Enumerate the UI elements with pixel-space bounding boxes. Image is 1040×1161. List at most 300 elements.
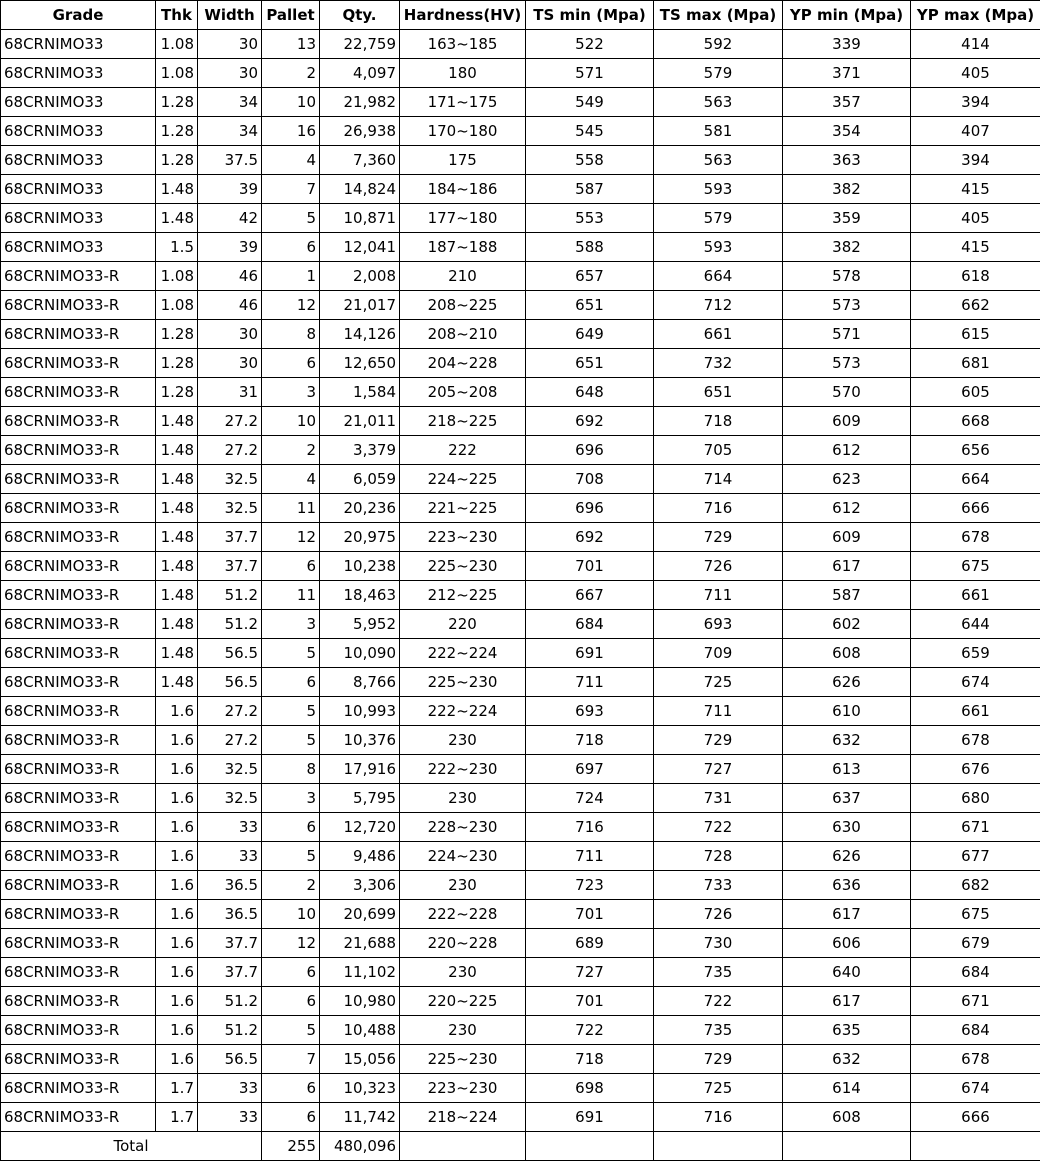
cell-qty: 2,008 bbox=[320, 262, 400, 291]
cell-hardness: 208~210 bbox=[400, 320, 526, 349]
cell-pallet: 16 bbox=[262, 117, 320, 146]
cell-thk: 1.08 bbox=[156, 30, 198, 59]
table-row bbox=[1, 929, 1040, 958]
cell-grade: 68CRNIMO33-R bbox=[1, 1103, 156, 1132]
cell-pallet: 5 bbox=[262, 726, 320, 755]
cell-ts-max: 733 bbox=[654, 871, 783, 900]
total-empty-cell bbox=[400, 1132, 526, 1161]
cell-thk: 1.48 bbox=[156, 465, 198, 494]
cell-ts-max: 735 bbox=[654, 1016, 783, 1045]
header-ts-max: TS max (Mpa) bbox=[654, 1, 783, 30]
header-qty: Qty. bbox=[320, 1, 400, 30]
cell-thk: 1.28 bbox=[156, 146, 198, 175]
cell-yp-min: 609 bbox=[783, 407, 911, 436]
cell-thk: 1.08 bbox=[156, 291, 198, 320]
cell-yp-max: 679 bbox=[911, 929, 1040, 958]
cell-hardness: 205~208 bbox=[400, 378, 526, 407]
cell-ts-min: 693 bbox=[526, 697, 654, 726]
cell-grade: 68CRNIMO33-R bbox=[1, 726, 156, 755]
cell-width: 30 bbox=[198, 59, 262, 88]
cell-width: 51.2 bbox=[198, 987, 262, 1016]
cell-ts-max: 711 bbox=[654, 581, 783, 610]
cell-ts-min: 667 bbox=[526, 581, 654, 610]
cell-pallet: 4 bbox=[262, 465, 320, 494]
cell-yp-min: 382 bbox=[783, 175, 911, 204]
cell-qty: 14,126 bbox=[320, 320, 400, 349]
cell-yp-min: 609 bbox=[783, 523, 911, 552]
cell-yp-max: 656 bbox=[911, 436, 1040, 465]
cell-pallet: 2 bbox=[262, 436, 320, 465]
cell-ts-min: 711 bbox=[526, 668, 654, 697]
cell-yp-max: 677 bbox=[911, 842, 1040, 871]
cell-ts-min: 558 bbox=[526, 146, 654, 175]
cell-yp-min: 578 bbox=[783, 262, 911, 291]
cell-ts-min: 588 bbox=[526, 233, 654, 262]
cell-ts-min: 716 bbox=[526, 813, 654, 842]
cell-grade: 68CRNIMO33-R bbox=[1, 958, 156, 987]
header-ts-min: TS min (Mpa) bbox=[526, 1, 654, 30]
cell-ts-min: 692 bbox=[526, 407, 654, 436]
table-row bbox=[1, 668, 1040, 697]
table-row bbox=[1, 842, 1040, 871]
cell-hardness: 230 bbox=[400, 1016, 526, 1045]
cell-yp-max: 671 bbox=[911, 813, 1040, 842]
cell-pallet: 5 bbox=[262, 204, 320, 233]
cell-yp-max: 681 bbox=[911, 349, 1040, 378]
cell-yp-min: 617 bbox=[783, 987, 911, 1016]
cell-hardness: 175 bbox=[400, 146, 526, 175]
cell-yp-min: 626 bbox=[783, 668, 911, 697]
cell-yp-min: 339 bbox=[783, 30, 911, 59]
cell-width: 56.5 bbox=[198, 668, 262, 697]
cell-ts-min: 587 bbox=[526, 175, 654, 204]
cell-width: 27.2 bbox=[198, 407, 262, 436]
cell-yp-min: 573 bbox=[783, 291, 911, 320]
cell-ts-min: 696 bbox=[526, 494, 654, 523]
cell-yp-min: 614 bbox=[783, 1074, 911, 1103]
table-row bbox=[1, 465, 1040, 494]
table-row bbox=[1, 871, 1040, 900]
cell-pallet: 6 bbox=[262, 349, 320, 378]
total-empty-cell bbox=[654, 1132, 783, 1161]
total-label: Total bbox=[1, 1132, 262, 1161]
cell-grade: 68CRNIMO33-R bbox=[1, 639, 156, 668]
cell-ts-min: 701 bbox=[526, 987, 654, 1016]
cell-yp-max: 674 bbox=[911, 668, 1040, 697]
cell-yp-max: 674 bbox=[911, 1074, 1040, 1103]
cell-grade: 68CRNIMO33 bbox=[1, 30, 156, 59]
cell-hardness: 218~224 bbox=[400, 1103, 526, 1132]
cell-ts-min: 522 bbox=[526, 30, 654, 59]
table-row bbox=[1, 1016, 1040, 1045]
cell-ts-max: 727 bbox=[654, 755, 783, 784]
cell-ts-min: 549 bbox=[526, 88, 654, 117]
cell-grade: 68CRNIMO33 bbox=[1, 59, 156, 88]
cell-grade: 68CRNIMO33 bbox=[1, 88, 156, 117]
cell-yp-max: 675 bbox=[911, 900, 1040, 929]
cell-yp-max: 678 bbox=[911, 523, 1040, 552]
cell-hardness: 225~230 bbox=[400, 668, 526, 697]
total-row bbox=[1, 1132, 1040, 1161]
cell-hardness: 184~186 bbox=[400, 175, 526, 204]
cell-hardness: 222~224 bbox=[400, 697, 526, 726]
cell-yp-min: 354 bbox=[783, 117, 911, 146]
cell-grade: 68CRNIMO33-R bbox=[1, 581, 156, 610]
cell-yp-min: 617 bbox=[783, 552, 911, 581]
cell-pallet: 7 bbox=[262, 1045, 320, 1074]
cell-hardness: 228~230 bbox=[400, 813, 526, 842]
table-row bbox=[1, 552, 1040, 581]
cell-qty: 26,938 bbox=[320, 117, 400, 146]
cell-hardness: 171~175 bbox=[400, 88, 526, 117]
table-row bbox=[1, 30, 1040, 59]
cell-grade: 68CRNIMO33 bbox=[1, 146, 156, 175]
cell-hardness: 225~230 bbox=[400, 1045, 526, 1074]
cell-pallet: 12 bbox=[262, 523, 320, 552]
cell-thk: 1.6 bbox=[156, 726, 198, 755]
cell-ts-max: 732 bbox=[654, 349, 783, 378]
cell-ts-min: 651 bbox=[526, 291, 654, 320]
cell-hardness: 177~180 bbox=[400, 204, 526, 233]
cell-qty: 20,236 bbox=[320, 494, 400, 523]
cell-ts-min: 701 bbox=[526, 900, 654, 929]
cell-yp-max: 675 bbox=[911, 552, 1040, 581]
table-row bbox=[1, 175, 1040, 204]
cell-width: 32.5 bbox=[198, 755, 262, 784]
cell-grade: 68CRNIMO33-R bbox=[1, 842, 156, 871]
cell-ts-min: 689 bbox=[526, 929, 654, 958]
cell-pallet: 1 bbox=[262, 262, 320, 291]
cell-yp-max: 415 bbox=[911, 233, 1040, 262]
cell-ts-max: 725 bbox=[654, 668, 783, 697]
cell-ts-min: 724 bbox=[526, 784, 654, 813]
cell-yp-min: 382 bbox=[783, 233, 911, 262]
cell-qty: 11,742 bbox=[320, 1103, 400, 1132]
cell-ts-max: 709 bbox=[654, 639, 783, 668]
cell-yp-max: 666 bbox=[911, 1103, 1040, 1132]
cell-ts-max: 729 bbox=[654, 1045, 783, 1074]
cell-qty: 11,102 bbox=[320, 958, 400, 987]
cell-width: 34 bbox=[198, 88, 262, 117]
cell-ts-min: 701 bbox=[526, 552, 654, 581]
cell-qty: 3,379 bbox=[320, 436, 400, 465]
cell-yp-max: 678 bbox=[911, 1045, 1040, 1074]
cell-grade: 68CRNIMO33-R bbox=[1, 349, 156, 378]
header-row bbox=[1, 1, 1040, 30]
cell-width: 27.2 bbox=[198, 436, 262, 465]
cell-ts-min: 718 bbox=[526, 726, 654, 755]
cell-width: 31 bbox=[198, 378, 262, 407]
table-row bbox=[1, 813, 1040, 842]
cell-thk: 1.5 bbox=[156, 233, 198, 262]
cell-grade: 68CRNIMO33-R bbox=[1, 494, 156, 523]
cell-yp-min: 606 bbox=[783, 929, 911, 958]
table-row bbox=[1, 900, 1040, 929]
cell-thk: 1.48 bbox=[156, 204, 198, 233]
cell-ts-max: 726 bbox=[654, 900, 783, 929]
cell-grade: 68CRNIMO33-R bbox=[1, 465, 156, 494]
cell-yp-min: 612 bbox=[783, 494, 911, 523]
cell-thk: 1.6 bbox=[156, 813, 198, 842]
cell-width: 37.5 bbox=[198, 146, 262, 175]
header-pallet: Pallet bbox=[262, 1, 320, 30]
cell-ts-max: 579 bbox=[654, 204, 783, 233]
cell-width: 39 bbox=[198, 233, 262, 262]
cell-thk: 1.6 bbox=[156, 871, 198, 900]
cell-grade: 68CRNIMO33-R bbox=[1, 320, 156, 349]
cell-yp-max: 414 bbox=[911, 30, 1040, 59]
cell-hardness: 222~230 bbox=[400, 755, 526, 784]
cell-width: 51.2 bbox=[198, 610, 262, 639]
cell-pallet: 6 bbox=[262, 1103, 320, 1132]
cell-width: 27.2 bbox=[198, 726, 262, 755]
cell-thk: 1.48 bbox=[156, 436, 198, 465]
cell-thk: 1.7 bbox=[156, 1103, 198, 1132]
cell-ts-max: 730 bbox=[654, 929, 783, 958]
table-row bbox=[1, 639, 1040, 668]
cell-yp-max: 684 bbox=[911, 1016, 1040, 1045]
cell-width: 33 bbox=[198, 813, 262, 842]
cell-pallet: 8 bbox=[262, 755, 320, 784]
cell-ts-min: 698 bbox=[526, 1074, 654, 1103]
cell-yp-max: 415 bbox=[911, 175, 1040, 204]
cell-yp-min: 357 bbox=[783, 88, 911, 117]
cell-pallet: 2 bbox=[262, 871, 320, 900]
cell-ts-min: 553 bbox=[526, 204, 654, 233]
cell-width: 34 bbox=[198, 117, 262, 146]
cell-thk: 1.48 bbox=[156, 494, 198, 523]
cell-pallet: 6 bbox=[262, 1074, 320, 1103]
table-row bbox=[1, 581, 1040, 610]
cell-width: 30 bbox=[198, 349, 262, 378]
table-row bbox=[1, 958, 1040, 987]
cell-yp-max: 664 bbox=[911, 465, 1040, 494]
cell-pallet: 6 bbox=[262, 813, 320, 842]
table-row bbox=[1, 1074, 1040, 1103]
cell-qty: 12,041 bbox=[320, 233, 400, 262]
cell-yp-min: 630 bbox=[783, 813, 911, 842]
cell-qty: 21,017 bbox=[320, 291, 400, 320]
cell-qty: 6,059 bbox=[320, 465, 400, 494]
cell-qty: 10,238 bbox=[320, 552, 400, 581]
cell-pallet: 7 bbox=[262, 175, 320, 204]
table-row bbox=[1, 88, 1040, 117]
cell-ts-max: 722 bbox=[654, 987, 783, 1016]
cell-grade: 68CRNIMO33-R bbox=[1, 900, 156, 929]
cell-qty: 9,486 bbox=[320, 842, 400, 871]
cell-pallet: 5 bbox=[262, 842, 320, 871]
cell-grade: 68CRNIMO33 bbox=[1, 175, 156, 204]
cell-hardness: 180 bbox=[400, 59, 526, 88]
cell-hardness: 230 bbox=[400, 871, 526, 900]
table-row bbox=[1, 1103, 1040, 1132]
cell-ts-min: 545 bbox=[526, 117, 654, 146]
table-row bbox=[1, 610, 1040, 639]
cell-ts-max: 651 bbox=[654, 378, 783, 407]
cell-pallet: 6 bbox=[262, 987, 320, 1016]
cell-thk: 1.48 bbox=[156, 581, 198, 610]
cell-yp-min: 573 bbox=[783, 349, 911, 378]
cell-ts-min: 649 bbox=[526, 320, 654, 349]
cell-width: 37.7 bbox=[198, 552, 262, 581]
cell-ts-max: 563 bbox=[654, 146, 783, 175]
cell-thk: 1.6 bbox=[156, 842, 198, 871]
cell-grade: 68CRNIMO33-R bbox=[1, 523, 156, 552]
cell-pallet: 8 bbox=[262, 320, 320, 349]
cell-yp-min: 571 bbox=[783, 320, 911, 349]
cell-yp-max: 394 bbox=[911, 146, 1040, 175]
cell-ts-min: 684 bbox=[526, 610, 654, 639]
cell-hardness: 223~230 bbox=[400, 1074, 526, 1103]
cell-hardness: 222~224 bbox=[400, 639, 526, 668]
cell-qty: 22,759 bbox=[320, 30, 400, 59]
cell-hardness: 220~225 bbox=[400, 987, 526, 1016]
cell-qty: 5,952 bbox=[320, 610, 400, 639]
cell-yp-min: 626 bbox=[783, 842, 911, 871]
cell-ts-max: 714 bbox=[654, 465, 783, 494]
cell-thk: 1.48 bbox=[156, 610, 198, 639]
cell-grade: 68CRNIMO33 bbox=[1, 204, 156, 233]
cell-ts-min: 711 bbox=[526, 842, 654, 871]
cell-qty: 10,993 bbox=[320, 697, 400, 726]
table-row bbox=[1, 117, 1040, 146]
cell-width: 37.7 bbox=[198, 929, 262, 958]
cell-ts-max: 563 bbox=[654, 88, 783, 117]
cell-grade: 68CRNIMO33-R bbox=[1, 610, 156, 639]
cell-ts-min: 571 bbox=[526, 59, 654, 88]
cell-ts-max: 661 bbox=[654, 320, 783, 349]
cell-thk: 1.6 bbox=[156, 987, 198, 1016]
cell-thk: 1.28 bbox=[156, 117, 198, 146]
cell-qty: 10,323 bbox=[320, 1074, 400, 1103]
cell-grade: 68CRNIMO33-R bbox=[1, 987, 156, 1016]
cell-grade: 68CRNIMO33 bbox=[1, 233, 156, 262]
cell-qty: 15,056 bbox=[320, 1045, 400, 1074]
table-row bbox=[1, 233, 1040, 262]
cell-thk: 1.48 bbox=[156, 552, 198, 581]
table-row bbox=[1, 378, 1040, 407]
cell-qty: 1,584 bbox=[320, 378, 400, 407]
cell-ts-max: 705 bbox=[654, 436, 783, 465]
cell-thk: 1.6 bbox=[156, 1016, 198, 1045]
cell-yp-max: 618 bbox=[911, 262, 1040, 291]
cell-yp-min: 636 bbox=[783, 871, 911, 900]
cell-ts-max: 735 bbox=[654, 958, 783, 987]
cell-ts-min: 722 bbox=[526, 1016, 654, 1045]
cell-grade: 68CRNIMO33-R bbox=[1, 378, 156, 407]
cell-ts-max: 593 bbox=[654, 175, 783, 204]
cell-ts-max: 731 bbox=[654, 784, 783, 813]
table-row bbox=[1, 436, 1040, 465]
cell-hardness: 220 bbox=[400, 610, 526, 639]
cell-ts-max: 579 bbox=[654, 59, 783, 88]
cell-pallet: 10 bbox=[262, 407, 320, 436]
cell-ts-max: 716 bbox=[654, 494, 783, 523]
cell-pallet: 11 bbox=[262, 494, 320, 523]
total-empty-cell bbox=[783, 1132, 911, 1161]
cell-ts-max: 729 bbox=[654, 726, 783, 755]
header-hardness: Hardness(HV) bbox=[400, 1, 526, 30]
cell-pallet: 5 bbox=[262, 697, 320, 726]
cell-grade: 68CRNIMO33-R bbox=[1, 1016, 156, 1045]
cell-width: 32.5 bbox=[198, 494, 262, 523]
cell-grade: 68CRNIMO33-R bbox=[1, 552, 156, 581]
cell-grade: 68CRNIMO33-R bbox=[1, 929, 156, 958]
cell-ts-max: 716 bbox=[654, 1103, 783, 1132]
cell-width: 33 bbox=[198, 1074, 262, 1103]
cell-yp-min: 632 bbox=[783, 726, 911, 755]
cell-qty: 10,376 bbox=[320, 726, 400, 755]
cell-yp-max: 682 bbox=[911, 871, 1040, 900]
cell-hardness: 224~225 bbox=[400, 465, 526, 494]
cell-pallet: 6 bbox=[262, 668, 320, 697]
cell-yp-min: 602 bbox=[783, 610, 911, 639]
cell-width: 32.5 bbox=[198, 465, 262, 494]
cell-grade: 68CRNIMO33-R bbox=[1, 1045, 156, 1074]
cell-yp-min: 359 bbox=[783, 204, 911, 233]
cell-pallet: 4 bbox=[262, 146, 320, 175]
cell-hardness: 223~230 bbox=[400, 523, 526, 552]
cell-qty: 10,980 bbox=[320, 987, 400, 1016]
cell-pallet: 2 bbox=[262, 59, 320, 88]
cell-thk: 1.48 bbox=[156, 407, 198, 436]
table-row bbox=[1, 262, 1040, 291]
cell-thk: 1.6 bbox=[156, 1045, 198, 1074]
cell-qty: 7,360 bbox=[320, 146, 400, 175]
cell-width: 42 bbox=[198, 204, 262, 233]
cell-pallet: 5 bbox=[262, 1016, 320, 1045]
cell-ts-min: 651 bbox=[526, 349, 654, 378]
cell-grade: 68CRNIMO33-R bbox=[1, 436, 156, 465]
cell-grade: 68CRNIMO33-R bbox=[1, 755, 156, 784]
cell-hardness: 230 bbox=[400, 784, 526, 813]
cell-qty: 10,871 bbox=[320, 204, 400, 233]
cell-pallet: 6 bbox=[262, 233, 320, 262]
cell-width: 37.7 bbox=[198, 523, 262, 552]
cell-hardness: 230 bbox=[400, 958, 526, 987]
cell-yp-max: 394 bbox=[911, 88, 1040, 117]
cell-ts-max: 718 bbox=[654, 407, 783, 436]
cell-ts-max: 722 bbox=[654, 813, 783, 842]
cell-grade: 68CRNIMO33-R bbox=[1, 407, 156, 436]
cell-ts-min: 727 bbox=[526, 958, 654, 987]
table-row bbox=[1, 523, 1040, 552]
cell-hardness: 224~230 bbox=[400, 842, 526, 871]
cell-ts-max: 729 bbox=[654, 523, 783, 552]
cell-thk: 1.6 bbox=[156, 755, 198, 784]
cell-pallet: 6 bbox=[262, 552, 320, 581]
cell-yp-max: 666 bbox=[911, 494, 1040, 523]
cell-ts-min: 657 bbox=[526, 262, 654, 291]
cell-ts-max: 593 bbox=[654, 233, 783, 262]
cell-hardness: 204~228 bbox=[400, 349, 526, 378]
header-yp-min: YP min (Mpa) bbox=[783, 1, 911, 30]
cell-pallet: 3 bbox=[262, 378, 320, 407]
cell-thk: 1.28 bbox=[156, 88, 198, 117]
cell-grade: 68CRNIMO33-R bbox=[1, 291, 156, 320]
cell-width: 30 bbox=[198, 30, 262, 59]
cell-yp-min: 587 bbox=[783, 581, 911, 610]
cell-width: 46 bbox=[198, 262, 262, 291]
cell-qty: 21,688 bbox=[320, 929, 400, 958]
cell-pallet: 10 bbox=[262, 88, 320, 117]
cell-width: 51.2 bbox=[198, 581, 262, 610]
cell-yp-min: 371 bbox=[783, 59, 911, 88]
cell-hardness: 218~225 bbox=[400, 407, 526, 436]
cell-thk: 1.48 bbox=[156, 639, 198, 668]
cell-ts-min: 648 bbox=[526, 378, 654, 407]
table-row bbox=[1, 697, 1040, 726]
